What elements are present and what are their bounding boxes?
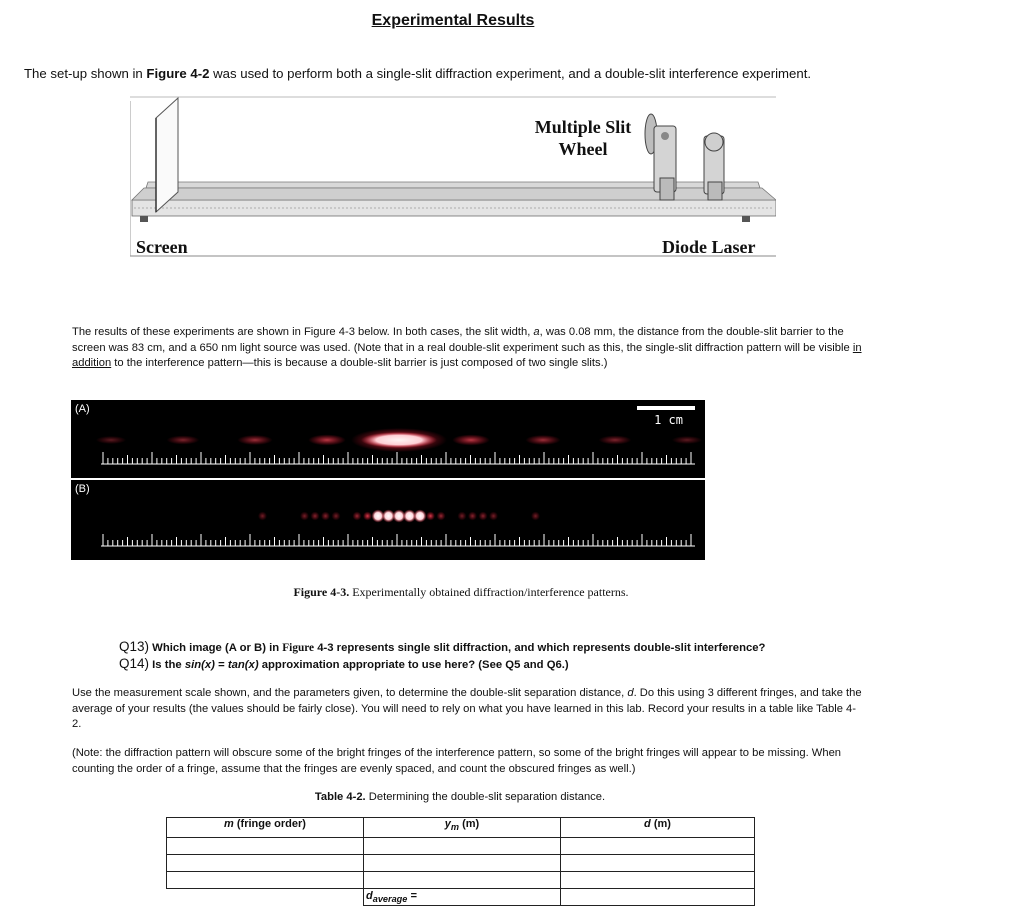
interference-dot xyxy=(363,512,372,521)
interference-dot xyxy=(321,512,330,521)
table-header-row xyxy=(167,818,755,838)
page-title: Experimental Results xyxy=(371,12,535,29)
results-text-3: to the interference pattern—this is because a double-slit barrier is just composed of two single slits.) xyxy=(111,357,608,369)
q14-text-1: Is the xyxy=(149,659,185,671)
figure-4-3-caption xyxy=(0,585,922,600)
table-cell[interactable] xyxy=(364,855,561,872)
table-cell[interactable] xyxy=(364,838,561,855)
interference-fringes xyxy=(258,510,540,523)
panel-b-label: (B) xyxy=(75,483,90,495)
table-4-2-caption-label: Table 4-2. xyxy=(314,791,366,803)
question-14 xyxy=(119,656,569,671)
header-y-var: y xyxy=(444,818,451,830)
intro-prefix: The set-up shown in xyxy=(24,66,147,81)
interference-dot xyxy=(468,512,477,521)
pattern-panel-b xyxy=(71,480,705,560)
header-m-rest: (fringe order) xyxy=(233,818,306,830)
table-row xyxy=(167,872,755,889)
wheel-label-line1: Multiple Slit xyxy=(534,117,632,137)
q13-text-1: Which image (A or B) in xyxy=(149,642,283,654)
optical-bench-figure xyxy=(130,96,776,258)
average-label-cell xyxy=(364,889,561,906)
interference-dot xyxy=(311,512,320,521)
panel-a-label: (A) xyxy=(75,403,90,415)
interference-dot xyxy=(353,512,362,521)
side-fringe xyxy=(96,436,126,444)
side-fringe xyxy=(525,435,560,445)
interference-dot xyxy=(258,512,267,521)
pattern-panel-a xyxy=(71,400,705,478)
q13-text-2: 4-3 represents single slit diffraction, and which represents double-slit interference? xyxy=(314,642,766,654)
header-fringe-order xyxy=(167,818,364,838)
figure-4-3-caption-text: Experimentally obtained diffraction/interference patterns. xyxy=(349,585,629,599)
interference-dot xyxy=(531,512,540,521)
average-value-cell[interactable] xyxy=(561,889,755,906)
scale-bar-label: 1 cm xyxy=(654,413,683,427)
diffraction-fringes xyxy=(71,428,705,452)
avg-equals: = xyxy=(407,889,417,902)
table-cell[interactable] xyxy=(167,855,364,872)
wheel-label-line2: Wheel xyxy=(558,139,608,159)
q13-figure-word: Figure xyxy=(282,642,315,654)
header-d-var: d xyxy=(644,818,651,830)
double-slit-pattern-image xyxy=(71,480,705,560)
table-4-2-caption xyxy=(0,791,920,803)
q14-number: Q14) xyxy=(119,656,150,671)
ruler-b xyxy=(101,534,695,546)
side-fringe xyxy=(237,435,272,445)
q14-text-2: approximation appropriate to use here? (See Q5 and Q6.) xyxy=(258,659,569,671)
figure-4-2-ref: Figure 4-2 xyxy=(146,66,210,81)
q13-number: Q13) xyxy=(119,639,150,654)
note-paragraph: (Note: the diffraction pattern will obscure some of the bright fringes of the interference pattern, so some of the bright fringes will appear to be missing. When counting the order of a fringe, assume that the fringes are evenly spaced, and count the obscured fringes as well.) xyxy=(72,747,842,775)
screen-label: Screen xyxy=(136,237,188,257)
side-fringe xyxy=(452,435,490,446)
table-cell[interactable] xyxy=(167,872,364,889)
interference-dot xyxy=(300,512,309,521)
question-13 xyxy=(119,639,765,654)
q14-equals: = xyxy=(214,659,228,671)
side-fringe xyxy=(167,436,200,445)
table-cell[interactable] xyxy=(364,872,561,889)
header-d xyxy=(561,818,755,838)
table-row xyxy=(167,838,755,855)
results-text-1: The results of these experiments are shown in Figure 4-3 below. In both cases, the slit width, xyxy=(72,326,534,338)
interference-dot xyxy=(437,512,446,521)
intro-sentence xyxy=(24,66,811,81)
header-ym xyxy=(364,818,561,838)
table-4-2-caption-text: Determining the double-slit separation distance. xyxy=(365,791,606,803)
table-cell[interactable] xyxy=(561,838,755,855)
table-row xyxy=(167,855,755,872)
central-fringe xyxy=(361,432,437,448)
header-m-var: m xyxy=(224,818,234,830)
header-y-sub: m xyxy=(450,822,460,833)
measure-text-2: . Do this using 3 different fringes, and take the average of your results (the values should be fairly close). You will need to rely on what you have learned in this lab. Record your results in a table like Table 4-2. xyxy=(72,687,862,730)
interference-dot xyxy=(414,510,427,523)
results-table xyxy=(166,817,755,906)
table-blank-cell xyxy=(167,889,364,906)
side-fringe xyxy=(672,436,702,444)
measure-text-1: Use the measurement scale shown, and the parameters given, to determine the double-slit separation distance, xyxy=(72,687,628,699)
header-y-rest: (m) xyxy=(459,818,480,830)
avg-d-sub: average xyxy=(372,894,408,905)
q14-tan: tan(x) xyxy=(227,659,259,671)
q14-sin: sin(x) xyxy=(184,659,215,671)
interference-dot xyxy=(479,512,488,521)
figure-4-3-caption-label: Figure 4-3. xyxy=(293,585,350,599)
header-d-rest: (m) xyxy=(650,818,671,830)
table-average-row xyxy=(167,889,755,906)
table-cell[interactable] xyxy=(167,838,364,855)
ruler-a xyxy=(101,452,695,464)
intro-suffix: was used to perform both a single-slit diffraction experiment, and a double-slit interference experiment. xyxy=(209,66,812,81)
results-text-2: , was 0.08 mm, the distance from the double-slit barrier to the screen was 83 cm, and a 650 nm light source was used. (Note that in a real double-slit experiment such as this, the single-slit diffraction pattern will be visible xyxy=(72,326,853,354)
in-addition-underlined: in addition xyxy=(72,341,862,369)
multiple-slit-wheel-label xyxy=(518,116,648,160)
scale-bar xyxy=(637,406,695,410)
separation-var: d xyxy=(627,687,634,699)
interference-dot xyxy=(458,512,467,521)
interference-dot xyxy=(489,512,498,521)
single-slit-pattern-image xyxy=(71,400,705,478)
interference-dot xyxy=(426,512,435,521)
diode-laser-label: Diode Laser xyxy=(662,237,756,257)
avg-d-var: d xyxy=(366,889,373,902)
slit-width-var: a xyxy=(533,326,540,338)
results-paragraph xyxy=(72,325,862,372)
table-cell[interactable] xyxy=(561,855,755,872)
measurement-paragraph xyxy=(72,686,862,733)
side-fringe xyxy=(599,436,632,445)
table-cell[interactable] xyxy=(561,872,755,889)
interference-dot xyxy=(332,512,341,521)
side-fringe xyxy=(308,435,346,446)
